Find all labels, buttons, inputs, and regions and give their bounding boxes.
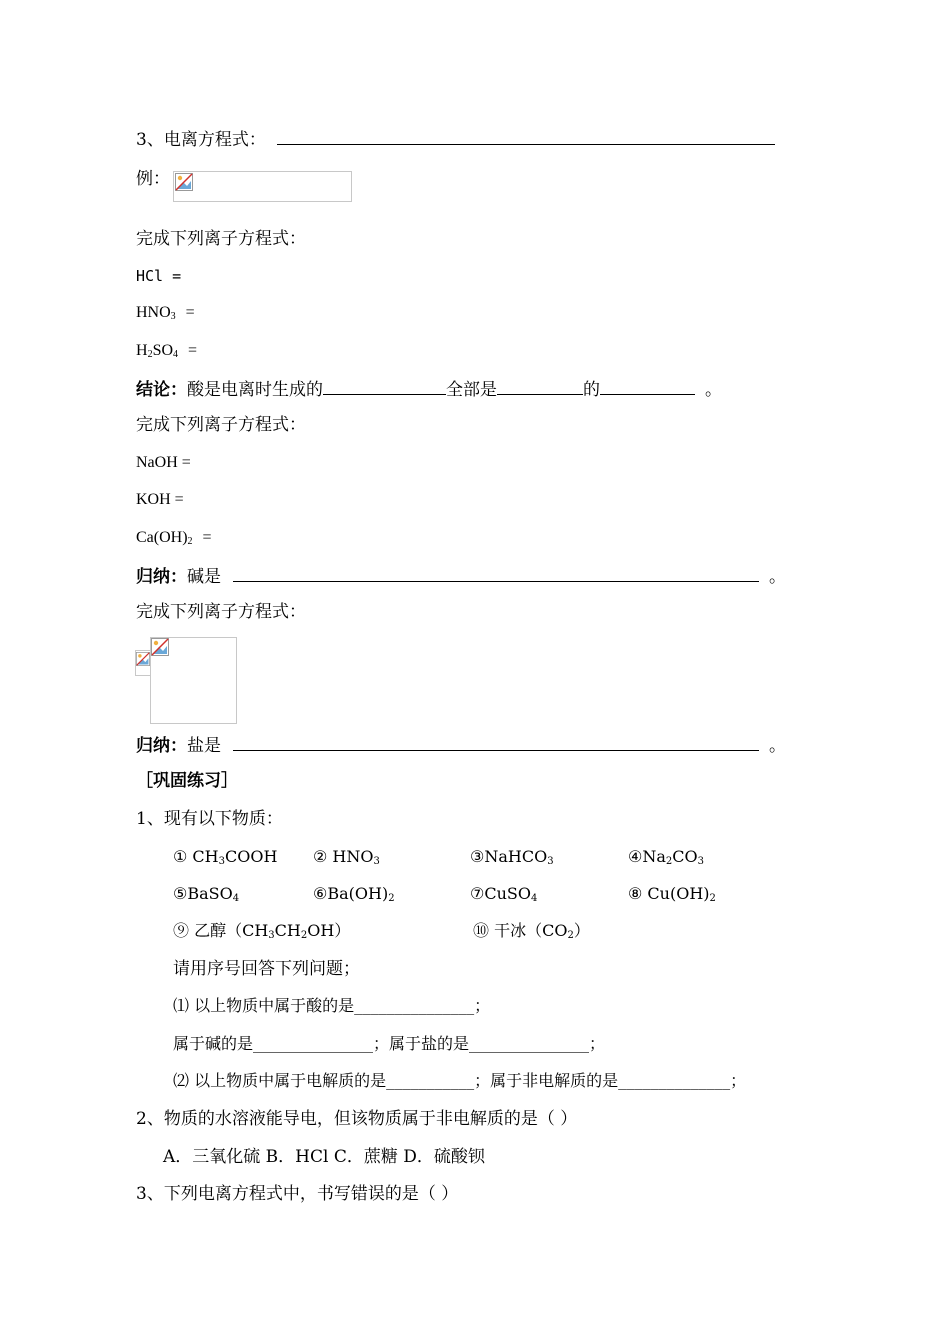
- q2-title: 2、物质的水溶液能导电，但该物质属于非电解质的是（ ）: [136, 1109, 578, 1129]
- q1-title: 1、现有以下物质：: [136, 809, 283, 829]
- missing-image-frame: [173, 171, 352, 202]
- substance-8: ⑧ $Cu(OH)_2$: [628, 884, 716, 904]
- example-label: 例：: [136, 169, 170, 189]
- answer-blank-nonelectrolyte[interactable]: ______________: [618, 1071, 731, 1090]
- blank-3: [600, 377, 695, 395]
- broken-image-icon: [136, 651, 150, 667]
- answer-blank-base[interactable]: _______________: [253, 1034, 374, 1053]
- q1-part1-cont: 属于碱的是_______________；属于盐的是_______________；: [173, 1034, 606, 1053]
- q3-title: 3、下列电离方程式中，书写错误的是（ ）: [136, 1184, 459, 1204]
- q1-prompt: 请用序号回答下列问题；: [173, 959, 360, 979]
- base-summary: 归纳：碱是 。: [136, 564, 786, 588]
- hno3-equation: $HNO_3$ =: [136, 304, 195, 322]
- substance-6: $⑥Ba(OH)_2$: [313, 884, 395, 904]
- broken-image-icon: [151, 638, 169, 656]
- substance-2: ② $HNO_3$: [313, 847, 380, 867]
- substance-9: ⑨ 乙醇$(CH_3CH_2OH)$: [173, 921, 351, 941]
- salt-summary-blank: [233, 733, 759, 751]
- hcl-equation: HCl =: [136, 267, 182, 285]
- summary-label: 归纳：: [136, 567, 187, 587]
- q1-part2: ⑵ 以上物质中属于电解质的是___________；属于非电解质的是______________；: [173, 1071, 747, 1090]
- q2-options: A．三氧化硫 B．HCl C．蔗糖 D．硫酸钡: [163, 1147, 485, 1167]
- acid-conclusion: 结论：酸是电离时生成的 全部是 的 。: [136, 377, 722, 401]
- section-3-line: [136, 127, 775, 151]
- h2so4-equation: $H_2SO_4$ =: [136, 342, 198, 360]
- summary-label: 归纳：: [136, 736, 187, 756]
- answer-blank-electrolyte[interactable]: ___________: [386, 1071, 475, 1090]
- substance-3: ③NaHCO$_3$: [470, 847, 554, 867]
- salt-summary: 归纳：盐是 。: [136, 733, 786, 757]
- blank-1: [323, 377, 446, 395]
- substance-5: ⑤BaSO$_4$: [173, 884, 240, 904]
- substance-10: ⑩ 干冰$(CO_2)$: [473, 921, 590, 941]
- substance-7: ⑦CuSO$_4$: [470, 884, 538, 904]
- caoh2-equation: $Ca(OH)_2$ =: [136, 529, 212, 547]
- answer-blank: [277, 127, 775, 145]
- base-heading: 完成下列离子方程式：: [136, 415, 306, 435]
- answer-blank-acid[interactable]: _______________: [354, 996, 475, 1015]
- substance-1: ① $CH_3COOH$: [173, 847, 278, 867]
- base-summary-blank: [233, 564, 759, 582]
- practice-heading: ［巩固练习］: [136, 771, 238, 791]
- blank-2: [497, 377, 583, 395]
- conclusion-label: 结论：: [136, 380, 187, 400]
- acid-heading: 完成下列离子方程式：: [136, 229, 306, 249]
- salt-heading: 完成下列离子方程式：: [136, 602, 306, 622]
- broken-image-icon: [175, 173, 193, 191]
- answer-blank-salt[interactable]: _______________: [469, 1034, 590, 1053]
- substance-4: $④Na_2CO_3$: [628, 847, 704, 867]
- naoh-equation: NaOH =: [136, 454, 191, 471]
- section-3-title: 3、电离方程式：: [136, 130, 266, 150]
- q1-part1: ⑴ 以上物质中属于酸的是_______________；: [173, 996, 491, 1015]
- koh-equation: KOH =: [136, 491, 184, 508]
